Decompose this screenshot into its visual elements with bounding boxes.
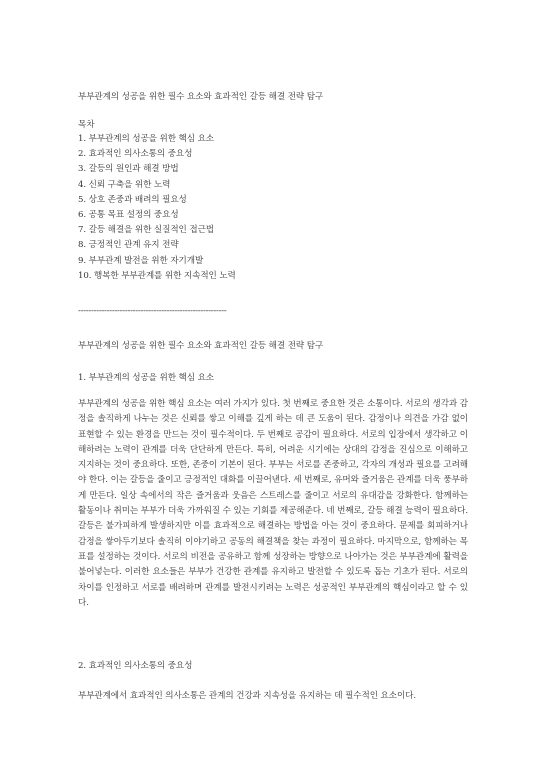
document-title: 부부관계의 성공을 위한 필수 요소와 효과적인 갈등 해결 전략 탐구	[78, 92, 324, 102]
toc-item: 7. 갈등 해결을 위한 실질적인 접근법	[78, 225, 214, 236]
toc-heading: 목차	[78, 120, 95, 130]
section-2-paragraph: 부부관계에서 효과적인 의사소통은 관계의 건강과 지속성을 유지하는 데 필수적인 요소이다.	[78, 691, 416, 701]
toc-item: 1. 부부관계의 성공을 위한 핵심 요소	[78, 134, 214, 144]
toc-item: 6. 공통 목표 설정의 중요성	[78, 209, 179, 220]
section-divider: ---------------------------------------------------------	[78, 306, 227, 316]
section-1-heading: 1. 부부관계의 성공을 위한 핵심 요소	[78, 373, 214, 383]
table-of-contents	[78, 132, 236, 284]
body-title: 부부관계의 성공을 위한 필수 요소와 효과적인 갈등 해결 전략 탐구	[78, 341, 324, 351]
toc-item: 9. 부부관계 발전을 위한 자기개발	[78, 255, 204, 266]
toc-item: 4. 신뢰 구축을 위한 노력	[78, 179, 171, 190]
toc-item: 5. 상호 존중과 배려의 필요성	[78, 194, 187, 205]
toc-item: 3. 갈등의 원인과 해결 방법	[78, 164, 179, 175]
section-1-paragraph: 부부관계의 성공을 위한 핵심 요소는 여러 가지가 있다. 첫 번째로 중요한 것은 소통이다. 서로의 생각과 감정을 솔직하게 나누는 것은 신뢰를 쌓고 이해를 깊게 하는 데 큰 도움이 된다. 감정이나 의견을 가감 없이 표현할 수 있는 환경을 만드는 것이 필수적이다. 두 번째로 공감이 필요하다. 서로의 입장에서 생각하고 이해하려는 노력이 관계를 더욱 단단하게 만든다. 특히, 어려운 시기에는 상대의 감정을 진심으로 이해하고 지지하는 것이 중요하다. 또한, 존중이 기본이 된다. 부부는 서로를 존중하고, 각자의 개성과 필요를 고려해야 한다. 이는 갈등을 줄이고 긍정적인 대화를 이끌어낸다. 세 번째로, 유머와 즐거움은 관계를 더욱 풍부하게 만든다. 일상 속에서의 작은 즐거움과 웃음은 스트레스를 줄이고 서로의 유대감을 강화한다. 함께하는 활동이나 취미는 부부가 더욱 가까워질 수 있는 기회를 제공해준다. 네 번째로, 갈등 해결 능력이 필요하다. 갈등은 불가피하게 발생하지만 이를 효과적으로 해결하는 방법을 아는 것이 중요하다. 문제를 회피하거나 감정을 쌓아두기보다 솔직히 이야기하고 공동의 해결책을 찾는 과정이 필요하다. 마지막으로, 함께하는 목표를 설정하는 것이다. 서로의 비전을 공유하고 함께 성장하는 방향으로 나아가는 것은 부부관계에 활력을 불어넣는다. 이러한 요소들은 부부가 건강한 관계를 유지하고 발전할 수 있도록 돕는 기초가 된다. 서로의 차이를 인정하고 서로를 배려하며 관계를 발전시키려는 노력은 성공적인 부부관계의 핵심이라고 할 수 있다.	[78, 399, 469, 608]
section-2-heading: 2. 효과적인 의사소통의 중요성	[78, 661, 193, 671]
toc-item: 2. 효과적인 의사소통의 중요성	[78, 149, 193, 160]
toc-item: 10. 행복한 부부관계를 위한 지속적인 노력	[78, 270, 236, 281]
toc-item: 8. 긍정적인 관계 유지 전략	[78, 240, 179, 251]
